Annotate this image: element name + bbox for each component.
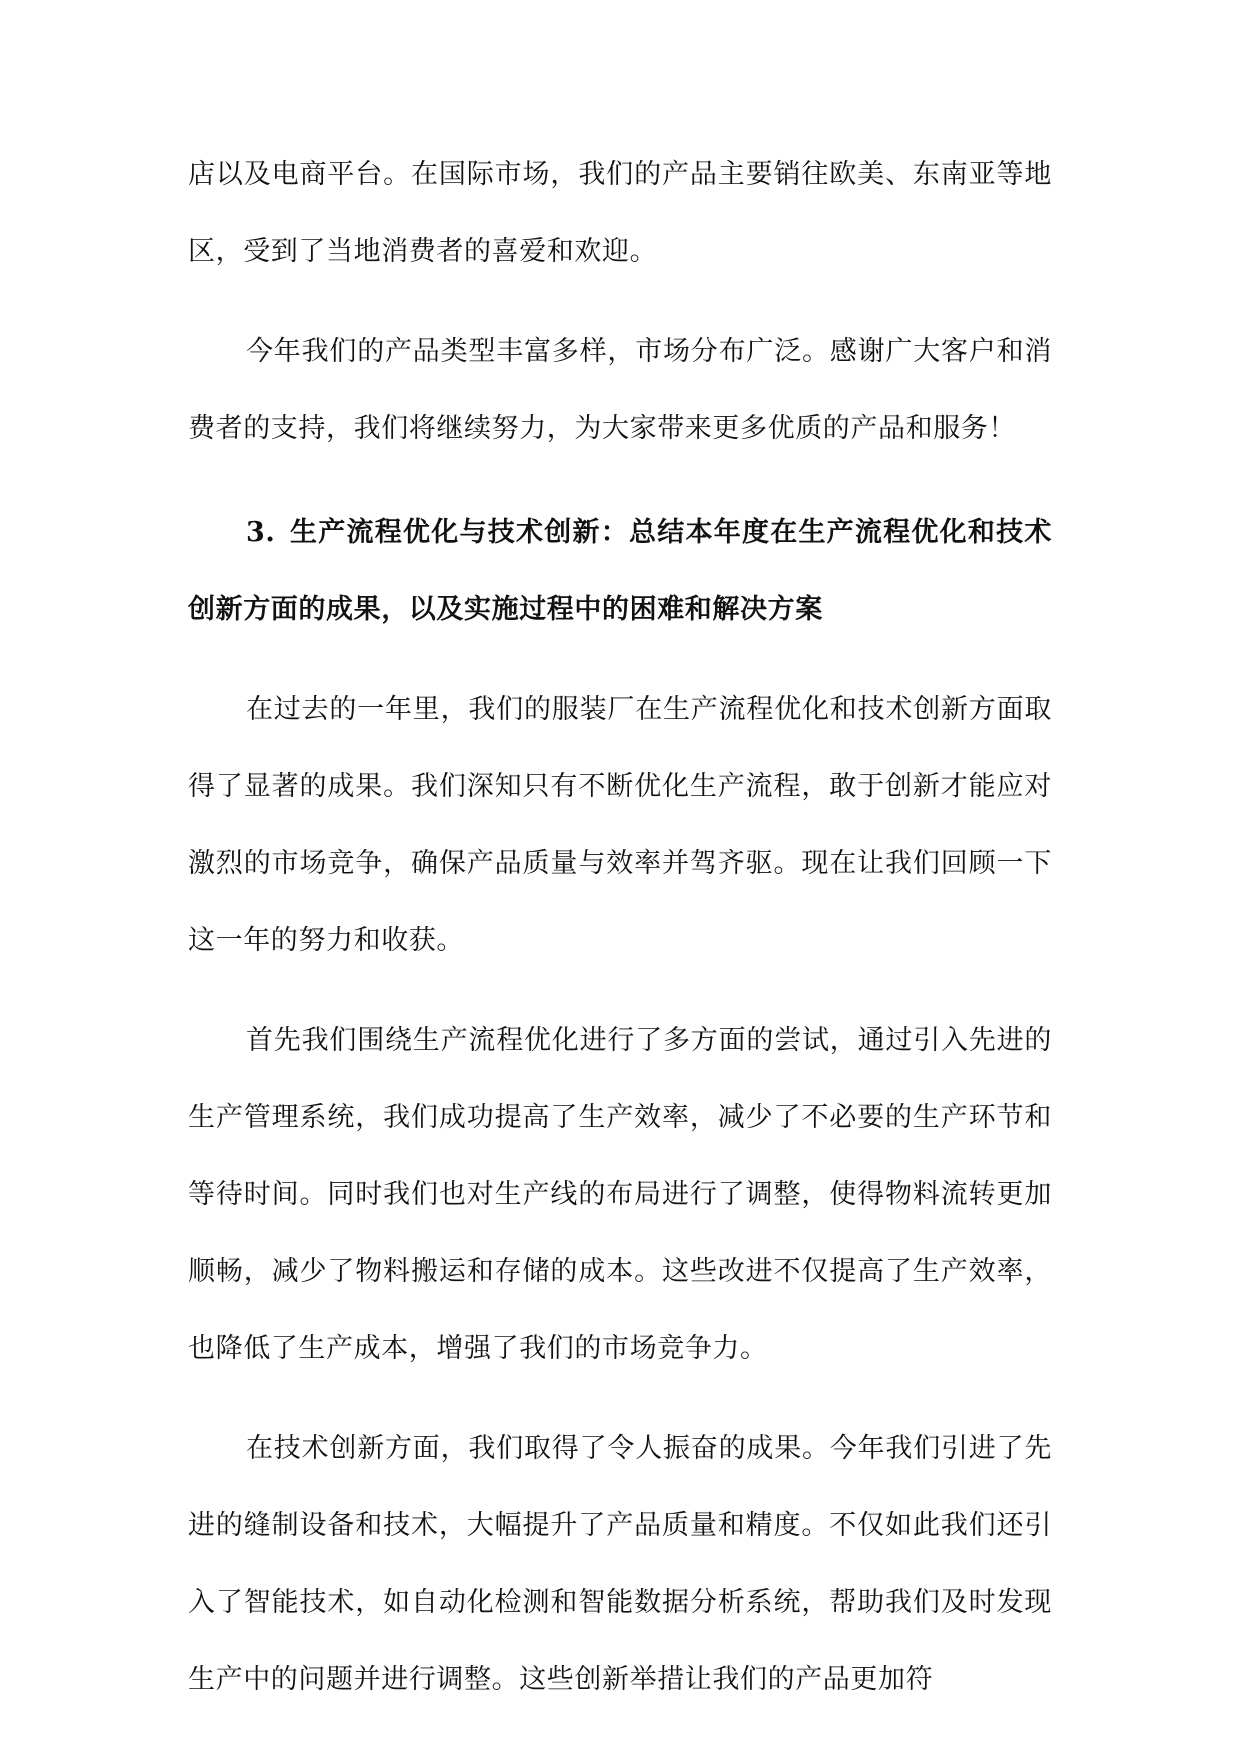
document-body: [188, 136, 1052, 1741]
paragraph-overview: 在过去的一年里，我们的服装厂在生产流程优化和技术创新方面取得了显著的成果。我们深知只有不断优化生产流程，敢于创新才能应对激烈的市场竞争，确保产品质量与效率并驾齐驱。现在让我们回顾一下这一年的努力和收获。: [188, 694, 1052, 956]
paragraph-process-optimization: 首先我们围绕生产流程优化进行了多方面的尝试，通过引入先进的生产管理系统，我们成功提高了生产效率，减少了不必要的生产环节和等待时间。同时我们也对生产线的布局进行了调整，使得物料流转更加顺畅，减少了物料搬运和存储的成本。这些改进不仅提高了生产效率，也降低了生产成本，增强了我们的市场竞争力。: [188, 1025, 1052, 1364]
section-heading: [188, 494, 1052, 648]
section-title: 生产流程优化与技术创新：总结本年度在生产流程优化和技术创新方面的成果，以及实施过程中的困难和解决方案: [188, 517, 1052, 625]
paragraph-summary: 今年我们的产品类型丰富多样，市场分布广泛。感谢广大客户和消费者的支持，我们将继续努力，为大家带来更多优质的产品和服务！: [188, 336, 1052, 444]
section-number: 3.: [246, 517, 276, 548]
paragraph-technical-innovation: 在技术创新方面，我们取得了令人振奋的成果。今年我们引进了先进的缝制设备和技术，大幅提升了产品质量和精度。不仅如此我们还引入了智能技术，如自动化检测和智能数据分析系统，帮助我们及时发现生产中的问题并进行调整。这些创新举措让我们的产品更加符: [188, 1433, 1052, 1695]
paragraph-continuation: 店以及电商平台。在国际市场，我们的产品主要销往欧美、东南亚等地区，受到了当地消费者的喜爱和欢迎。: [188, 159, 1052, 267]
